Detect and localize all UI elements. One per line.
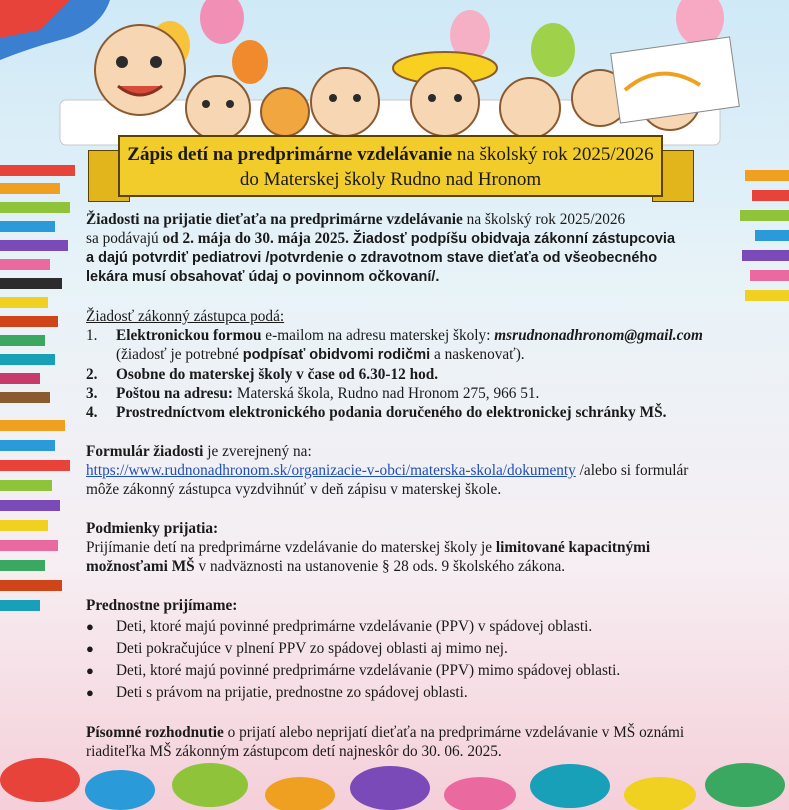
main-content (86, 210, 776, 761)
list-item: (žiadosť je potrebné podpísať obidvomi rodičmi a naskenovať). (116, 346, 525, 363)
priority-section (86, 596, 776, 703)
priority-heading: Prednostne prijímame: (86, 597, 238, 614)
list-item: 1. Elektronickou formou e-mailom na adresu materskej školy: msrudnonadhronom@gmail.com (86, 327, 703, 344)
list-item: ● Deti, ktoré majú povinné predprimárne vzdelávanie (PPV) v spádovej oblasti. (86, 617, 593, 635)
list-item: 3. Poštou na adresu: Materská škola, Rudno nad Hronom 275, 966 51. (86, 385, 540, 402)
list-item: 2. Osobne do materskej školy v čase od 6.30-12 hod. (86, 366, 439, 383)
submission-section (86, 307, 776, 422)
school-email: msrudnonadhronom@gmail.com (494, 327, 703, 344)
list-item: ● Deti, ktoré majú povinné predprimárne vzdelávanie (PPV) mimo spádovej oblasti. (86, 661, 621, 679)
banner-line-2: do Materskej školy Rudno nad Hronom (239, 169, 542, 190)
bullet-icon: ● (86, 640, 94, 656)
form-section: Formulár žiadosti je zverejnený na: https://www.rudnonadhronom.sk/organizacie-v-obci/materska-skola/dokumenty /alebo si formulár môže zákonný zástupca vyzdvihnúť v deň zápisu v materskej škole. (86, 443, 689, 498)
bullet-icon: ● (86, 618, 94, 634)
list-item: 4. Prostredníctvom elektronického podania doručeného do elektronickej schránky MŠ. (86, 404, 667, 421)
title-banner (118, 135, 663, 197)
list-item: ● Deti s právom na prijatie, prednostne zo spádovej oblasti. (86, 683, 468, 701)
decision-section: Písomné rozhodnutie o prijatí alebo neprijatí dieťaťa na predprimárne vzdelávanie v MŠ oznámi riaditeľka MŠ zákonným zástupcom detí najneskôr do 30. 06. 2025. (86, 724, 685, 760)
forms-link[interactable]: https://www.rudnonadhronom.sk/organizacie-v-obci/materska-skola/dokumenty (86, 462, 576, 479)
banner-line-1: Zápis detí na predprimárne vzdelávanie na školský rok 2025/2026 (127, 144, 654, 165)
submission-heading: Žiadosť zákonný zástupca podá: (86, 308, 285, 325)
conditions-heading: Podmienky prijatia: (86, 520, 219, 537)
intro-paragraph: Žiadosti na prijatie dieťaťa na predprimárne vzdelávanie na školský rok 2025/2026 sa podávajú od 2. mája do 30. mája 2025. Žiadosť podpíšu obidvaja zákonní zástupcovia a dajú potvrdiť pediatrovi /potvrdenie o zdravotnom stave dieťaťa od všeobecného lekára musí obsahovať údaj o povinnom očkovaní/. (86, 211, 676, 285)
bullet-icon: ● (86, 662, 94, 678)
conditions-section: Podmienky prijatia: Prijímanie detí na predprimárne vzdelávanie do materskej školy je limitované kapacitnými možnosťami MŠ v nadväznosti na ustanovenie § 28 ods. 9 školského zákona. (86, 519, 776, 576)
bullet-icon: ● (86, 684, 94, 700)
list-item: ● Deti pokračujúce v plnení PPV zo spádovej oblasti aj mimo nej. (86, 639, 508, 657)
